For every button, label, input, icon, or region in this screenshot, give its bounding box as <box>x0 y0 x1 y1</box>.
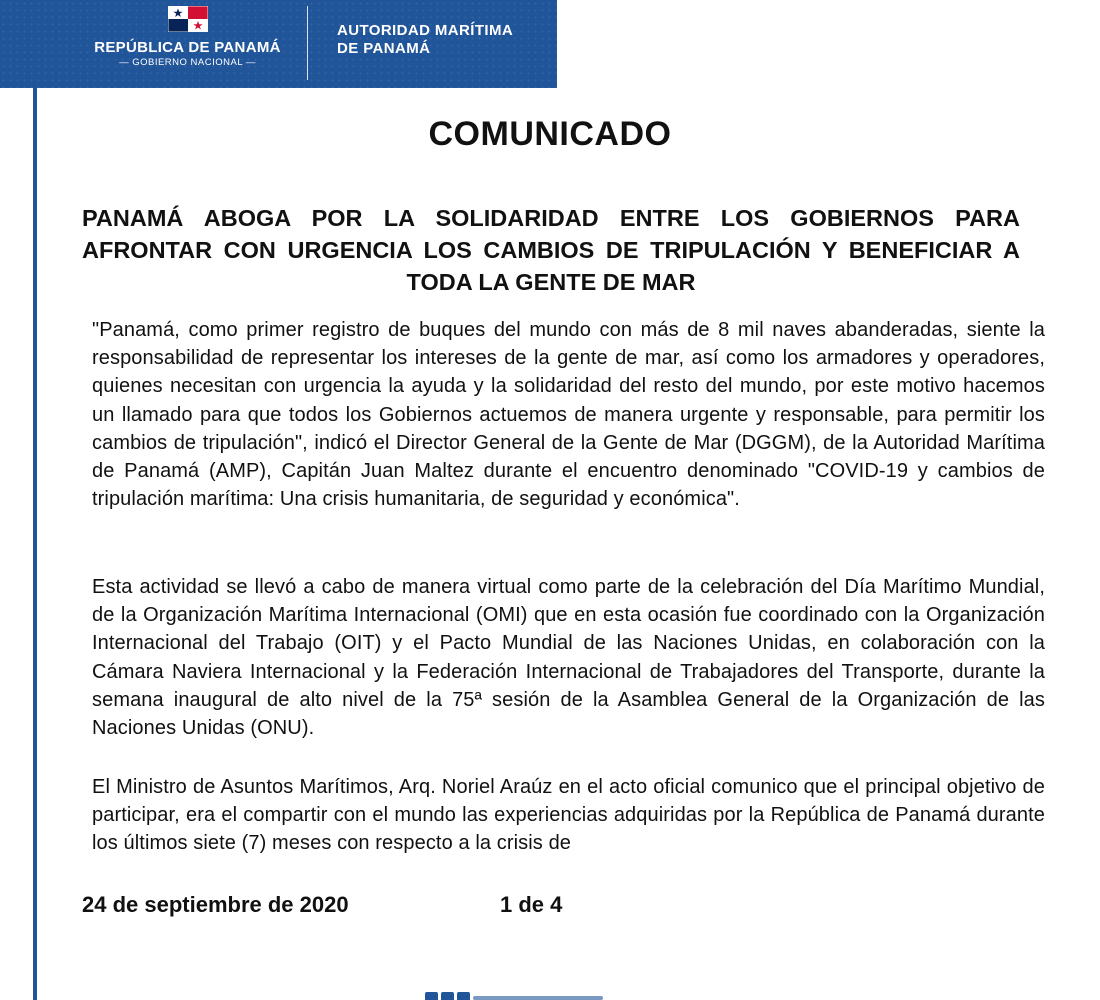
government-logo <box>70 6 305 68</box>
headline: PANAMÁ ABOGA POR LA SOLIDARIDAD ENTRE LOS GOBIERNOS PARA AFRONTAR CON URGENCIA LOS CAMBIOS DE TRIPULACIÓN Y BENEFICIAR A TODA LA GENTE DE MAR <box>82 205 1020 295</box>
paragraph-1: "Panamá, como primer registro de buques del mundo con más de 8 mil naves abanderadas, siente la responsabilidad de representar los intereses de la gente de mar, así como los armadores y operadores, quienes necesitan con urgencia la ayuda y la solidaridad del resto del mundo, por este motivo hacemos un llamado para que todos los Gobiernos actuemos de manera urgente y responsable, para permitir los cambios de tripulación", indicó el Director General de la Gente de Mar (DGGM), de la Autoridad Marítima de Panamá (AMP), Capitán Juan Maltez durante el encuentro denominado "COVID-19 y cambios de tripulación marítima: Una crisis humanitaria, de seguridad y económica". <box>92 319 1045 511</box>
document-title: COMUNICADO <box>428 115 672 153</box>
linkedin-icon[interactable] <box>457 992 470 1000</box>
facebook-icon[interactable] <box>425 992 438 1000</box>
instagram-icon[interactable] <box>441 992 454 1000</box>
page-number: 1 de 4 <box>500 892 563 917</box>
header-divider <box>307 6 308 80</box>
government-subtitle: — GOBIERNO NACIONAL — <box>119 57 256 68</box>
social-links <box>425 992 603 1000</box>
authority-name-line1: AUTORIDAD MARÍTIMA <box>337 22 514 39</box>
panama-flag-icon <box>168 6 208 32</box>
paragraph-3: El Ministro de Asuntos Marítimos, Arq. Noriel Araúz en el acto oficial comunico que el principal objetivo de participar, era el compartir con el mundo las experiencias adquiridas por la República de Panamá durante los últimos siete (7) meses con respecto a la crisis de <box>92 776 1045 855</box>
social-handle <box>473 996 603 1000</box>
side-rule <box>33 88 37 1000</box>
footer-date: 24 de septiembre de 2020 <box>82 892 349 917</box>
government-name: REPÚBLICA DE PANAMÁ <box>94 39 281 56</box>
header-banner <box>0 0 557 88</box>
paragraph-2: Esta actividad se llevó a cabo de manera virtual como parte de la celebración del Día Marítimo Mundial, de la Organización Marítima Internacional (OMI) que en esta ocasión fue coordinado con la Organización Internacional del Trabajo (OIT) y el Pacto Mundial de las Naciones Unidas, en colaboración con la Cámara Naviera Internacional y la Federación Internacional de Trabajadores del Transporte, durante la semana inaugural de alto nivel de la 75ª sesión de la Asamblea General de la Organización de las Naciones Unidas (ONU). <box>92 576 1045 740</box>
authority-name-line2: DE PANAMÁ <box>337 40 431 57</box>
authority-name <box>337 22 513 58</box>
